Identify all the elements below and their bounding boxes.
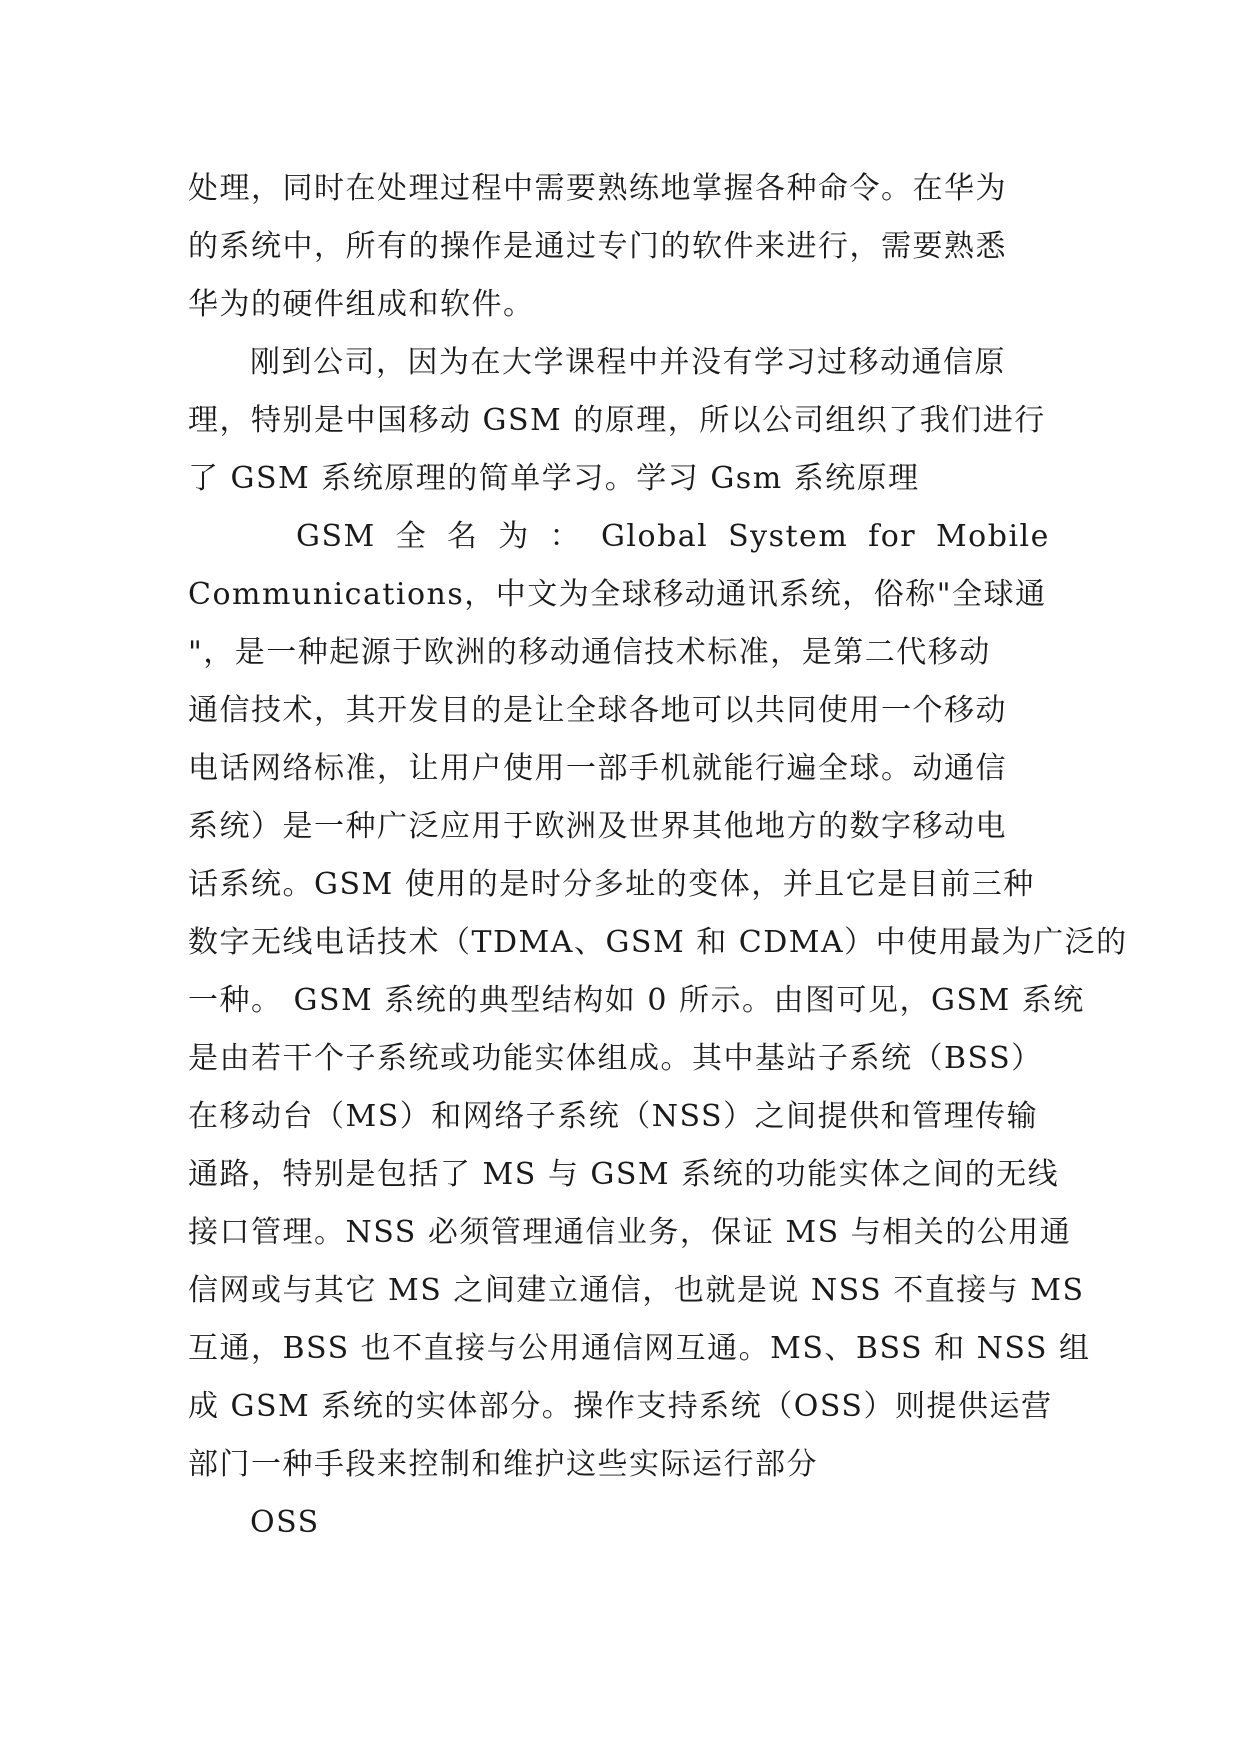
text-line: 通信技术，其开发目的是让全球各地可以共同使用一个移动 (188, 693, 1007, 728)
text-line: 一种。 GSM 系统的典型结构如 0 所示。由图可见，GSM 系统 (188, 983, 1085, 1018)
heading-word: 名 (446, 519, 479, 554)
text-line: OSS (250, 1505, 320, 1540)
text-line: 系统）是一种广泛应用于欧洲及世界其他地方的数字移动电 (188, 809, 1007, 844)
text-line: 处理，同时在处理过程中需要熟练地掌握各种命令。在华为 (188, 171, 1007, 206)
heading-word: 全 (395, 519, 428, 554)
text-line: 互通，BSS 也不直接与公用通信网互通。MS、BSS 和 NSS 组 (188, 1331, 1091, 1366)
heading-word: Global (600, 519, 709, 554)
text-line: 话系统。GSM 使用的是时分多址的变体，并且它是目前三种 (188, 867, 1035, 902)
text-line: 部门一种手段来控制和维护这些实际运行部分 (188, 1447, 818, 1482)
gsm-heading-line (188, 508, 1050, 566)
heading-word: 为 (498, 519, 530, 554)
text-line: 通路，特别是包括了 MS 与 GSM 系统的功能实体之间的无线 (188, 1157, 1060, 1192)
heading-word: ： (549, 519, 582, 554)
text-line: 信网或与其它 MS 之间建立通信，也就是说 NSS 不直接与 MS (188, 1273, 1085, 1308)
text-line: 接口管理。NSS 必须管理通信业务，保证 MS 与相关的公用通 (188, 1215, 1072, 1250)
text-line: 数字无线电话技术（TDMA、GSM 和 CDMA）中使用最为广泛的 (188, 925, 1128, 960)
text-line: 华为的硬件组成和软件。 (188, 287, 535, 322)
body-text (188, 160, 1128, 1552)
heading-word: for (868, 519, 917, 554)
text-line: "，是一种起源于欧洲的移动通信技术标准，是第二代移动 (188, 635, 991, 670)
text-line: 理，特别是中国移动 GSM 的原理，所以公司组织了我们进行 (188, 403, 1046, 438)
heading-word: Mobile (935, 519, 1050, 554)
text-line: 是由若干个子系统或功能实体组成。其中基站子系统（BSS） (188, 1041, 1043, 1076)
text-line: 成 GSM 系统的实体部分。操作支持系统（OSS）则提供运营 (188, 1389, 1053, 1424)
text-line: Communications，中文为全球移动通讯系统，俗称"全球通 (188, 577, 1047, 612)
heading-word: System (728, 519, 849, 554)
text-line: 了 GSM 系统原理的简单学习。学习 Gsm 系统原理 (188, 461, 920, 496)
text-line: 在移动台（MS）和网络子系统（NSS）之间提供和管理传输 (188, 1099, 1039, 1134)
text-line: 的系统中，所有的操作是通过专门的软件来进行，需要熟悉 (188, 229, 1007, 264)
text-line: 电话网络标准，让用户使用一部手机就能行遍全球。动通信 (188, 751, 1007, 786)
text-line: 刚到公司，因为在大学课程中并没有学习过移动通信原 (250, 345, 1006, 380)
heading-word: GSM (296, 519, 376, 554)
